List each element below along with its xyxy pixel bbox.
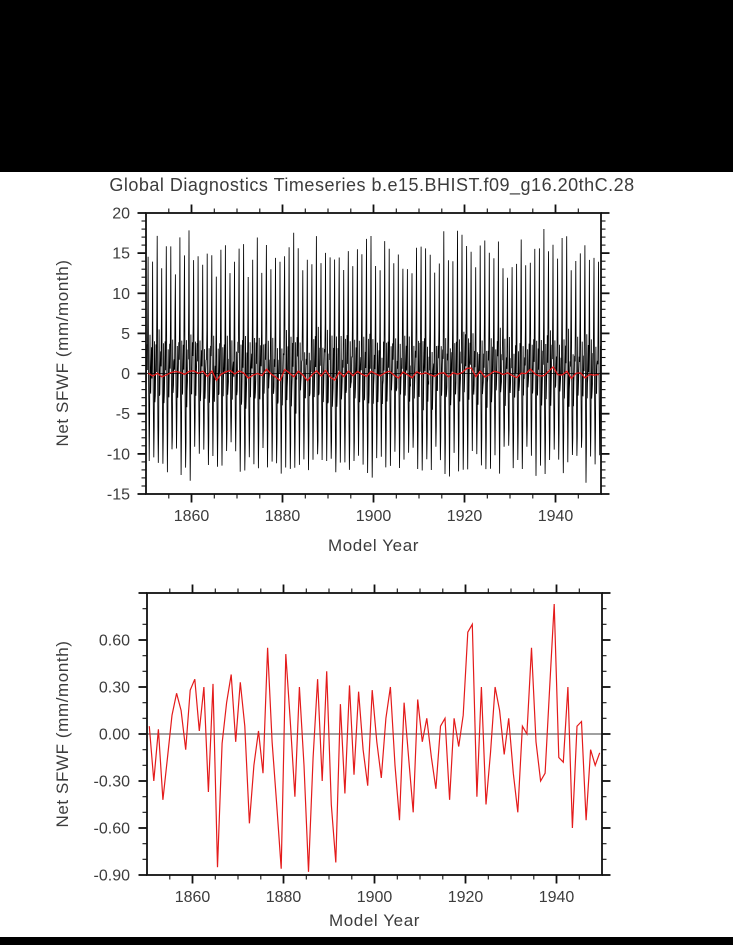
top-matte bbox=[0, 0, 733, 172]
monthly-xaxis-title: Model Year bbox=[327, 536, 420, 555]
monthly-xtick-labels bbox=[174, 508, 574, 525]
xtick-1900: 1900 bbox=[355, 508, 392, 525]
monthly-series-group bbox=[146, 229, 601, 483]
annual-xaxis-title: Model Year bbox=[328, 911, 421, 930]
ytick-neg10: -10 bbox=[106, 446, 130, 464]
ytick-0: 0 bbox=[121, 366, 130, 384]
monthly-series-line bbox=[146, 229, 601, 483]
xtick-1880: 1880 bbox=[264, 508, 301, 525]
ytick-neg15: -15 bbox=[106, 486, 130, 504]
ytick-neg0.90: -0.90 bbox=[93, 867, 130, 885]
monthly-yaxis-title: Net SFWF (mm/month) bbox=[53, 259, 72, 447]
xtick-1860: 1860 bbox=[173, 508, 210, 525]
xtick-1920: 1920 bbox=[446, 508, 483, 525]
monthly-ytick-labels bbox=[107, 206, 130, 504]
ytick-10: 10 bbox=[112, 285, 130, 303]
ytick-5: 5 bbox=[121, 326, 130, 343]
xtick-1880: 1880 bbox=[265, 889, 302, 906]
bottom-matte bbox=[0, 937, 733, 945]
annual-xtick-labels bbox=[175, 889, 575, 906]
xtick-1940: 1940 bbox=[538, 889, 575, 906]
xtick-1860: 1860 bbox=[174, 889, 211, 906]
xtick-1940: 1940 bbox=[537, 508, 574, 525]
ytick-15: 15 bbox=[112, 245, 130, 263]
annual-series-group bbox=[147, 604, 602, 872]
annual-ytick-labels bbox=[94, 633, 131, 885]
panel-monthly bbox=[53, 205, 610, 556]
ytick-0.60: 0.60 bbox=[98, 632, 130, 650]
xtick-1920: 1920 bbox=[447, 889, 484, 906]
ytick-neg0.30: -0.30 bbox=[93, 773, 130, 791]
ytick-0.30: 0.30 bbox=[98, 679, 130, 697]
ytick-neg0.60: -0.60 bbox=[93, 820, 130, 838]
ytick-20: 20 bbox=[112, 205, 130, 223]
figure-title: Global Diagnostics Timeseries b.e15.BHIST.f09_g16.20thC.28 bbox=[109, 175, 635, 195]
panel-annual bbox=[53, 585, 611, 931]
ytick-0.00: 0.00 bbox=[98, 726, 130, 744]
xtick-1900: 1900 bbox=[356, 889, 393, 906]
annual-yaxis-title: Net SFWF (mm/month) bbox=[53, 640, 72, 828]
annual-series-line bbox=[149, 604, 599, 872]
ytick-neg5: -5 bbox=[115, 406, 130, 424]
